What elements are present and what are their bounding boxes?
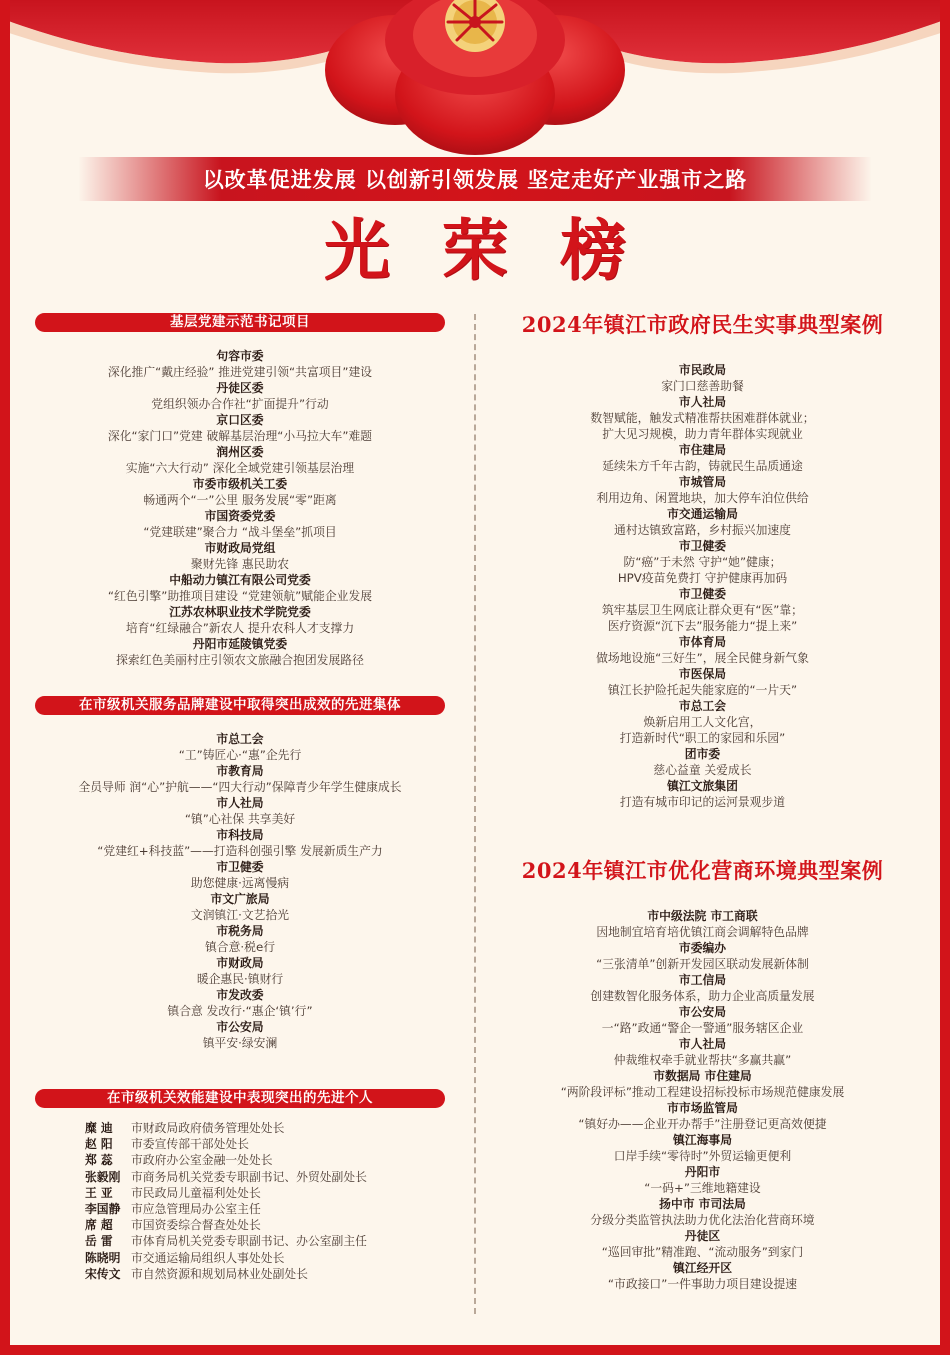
entry-unit: 市公安局 bbox=[216, 1020, 264, 1034]
party-building-list bbox=[35, 348, 445, 668]
advanced-collectives-list bbox=[35, 731, 445, 1051]
person-name: 岳 雷 bbox=[85, 1234, 113, 1249]
entry-description: 家门口慈善助餐 bbox=[661, 379, 744, 393]
entry-unit: 市人社局 bbox=[678, 1037, 727, 1051]
business-environment-cases-list bbox=[490, 908, 915, 1292]
entry-description: “红色引擎”助推项目建设 “党建领航”赋能企业发展 bbox=[107, 589, 373, 603]
entry-description: “市政接口”一件事助力项目建设提速 bbox=[607, 1277, 798, 1291]
person-title: 市商务局机关党委专职副书记、外贸处副处长 bbox=[131, 1169, 367, 1184]
entry-description: 分级分类监管执法助力优化法治化营商环境 bbox=[590, 1213, 815, 1227]
entry-description: 慈心益童 关爱成长 bbox=[653, 763, 752, 777]
right-column bbox=[490, 310, 915, 1292]
entry-unit: 丹阳市 bbox=[684, 1165, 721, 1179]
entry-description: 打造有城市印记的运河景观步道 bbox=[619, 795, 786, 809]
section-heading-party-building: 基层党建示范书记项目 bbox=[35, 313, 445, 332]
entry-unit: 市委市级机关工委 bbox=[192, 477, 288, 491]
entry-unit: 团市委 bbox=[684, 747, 721, 761]
list-item bbox=[85, 1136, 445, 1152]
entry-unit: 镇江文旅集团 bbox=[667, 779, 738, 793]
livelihood-cases-list bbox=[490, 362, 915, 810]
entry-description: 仲裁维权牵手就业帮扶“多赢共赢” bbox=[613, 1053, 792, 1067]
list-item bbox=[85, 1169, 445, 1185]
entry-unit: 中船动力镇江有限公司党委 bbox=[169, 573, 311, 587]
entry-unit: 市民政局 bbox=[678, 363, 727, 377]
person-title: 市财政局政府债务管理处处长 bbox=[131, 1121, 285, 1135]
entry-description: “一码+”三维地籍建设 bbox=[644, 1181, 761, 1195]
entry-description: 创建数智化服务体系，助力企业高质量发展 bbox=[590, 989, 815, 1003]
entry-unit: 市财政局 bbox=[216, 956, 264, 970]
entry-description: 深化推广“戴庄经验” 推进党建引领“共富项目”建设 bbox=[107, 365, 373, 379]
person-title: 市政府办公室金融一处处长 bbox=[131, 1153, 273, 1168]
entry-description: 筑牢基层卫生网底让群众更有“医”靠； bbox=[602, 603, 803, 617]
left-column bbox=[35, 313, 445, 1282]
entry-description: 镇合意 发改行·“惠企‘镇’行” bbox=[167, 1004, 313, 1018]
entry-unit: 市卫健委 bbox=[216, 860, 264, 874]
list-item bbox=[85, 1185, 445, 1201]
section-heading-advanced-collectives: 在市级机关服务品牌建设中取得突出成效的先进集体 bbox=[35, 696, 445, 715]
entry-unit: 市科技局 bbox=[216, 828, 264, 842]
list-item bbox=[85, 1152, 445, 1168]
entry-description: “巡回审批”精准跑、“流动服务”到家门 bbox=[601, 1245, 804, 1259]
entry-unit: 市总工会 bbox=[216, 732, 264, 746]
entry-unit: 市税务局 bbox=[216, 924, 264, 938]
column-divider bbox=[474, 314, 476, 1314]
entry-unit: 市工信局 bbox=[678, 973, 727, 987]
entry-unit: 市城管局 bbox=[678, 475, 727, 489]
entry-description: 扩大见习规模，助力青年群体实现就业 bbox=[602, 427, 803, 441]
person-name: 赵 阳 bbox=[85, 1137, 113, 1152]
entry-unit: 市财政局党组 bbox=[204, 541, 276, 555]
entry-unit: 市文广旅局 bbox=[210, 892, 270, 906]
entry-description: HPV疫苗免费打 守护健康再加码 bbox=[617, 571, 788, 585]
person-name: 郑 蕊 bbox=[85, 1153, 113, 1168]
entry-description: 文润镇江·文艺拾光 bbox=[190, 908, 290, 922]
person-name: 席 超 bbox=[85, 1218, 113, 1233]
entry-unit: 市发改委 bbox=[216, 988, 264, 1002]
entry-unit: 丹徒区 bbox=[684, 1229, 721, 1243]
entry-unit: 句容市委 bbox=[216, 349, 264, 363]
entry-description: 深化“家门口”党建 破解基层治理“小马拉大车”难题 bbox=[107, 429, 373, 443]
entry-unit: 丹阳市延陵镇党委 bbox=[192, 637, 288, 651]
entry-description: 做场地设施“三好生”，展全民健身新气象 bbox=[596, 651, 809, 665]
section-heading-advanced-individuals: 在市级机关效能建设中表现突出的先进个人 bbox=[35, 1089, 445, 1108]
entry-description: 畅通两个“一”公里 服务发展“零”距离 bbox=[143, 493, 337, 507]
entry-description: “党建联建”聚合力 “战斗堡垒”抓项目 bbox=[143, 525, 337, 539]
entry-description: 口岸手续“零待时”外贸运输更便利 bbox=[613, 1149, 792, 1163]
entry-unit: 市医保局 bbox=[678, 667, 727, 681]
page-title: 光荣榜 bbox=[324, 211, 678, 289]
person-title: 市交通运输局组织人事处处长 bbox=[131, 1250, 285, 1265]
entry-unit: 市市场监管局 bbox=[667, 1101, 738, 1115]
entry-description: “镇好办——企业开办帮手”注册登记更高效便捷 bbox=[578, 1117, 827, 1131]
entry-unit: 镇江海事局 bbox=[673, 1133, 732, 1147]
entry-description: 焕新启用工人文化宫， bbox=[643, 715, 762, 729]
person-name: 李国静 bbox=[85, 1202, 121, 1217]
entry-unit: 市卫健委 bbox=[678, 587, 727, 601]
slogan-text: 以改革促进发展 以创新引领发展 坚定走好产业强市之路 bbox=[202, 167, 748, 192]
entry-unit: 市数据局 市住建局 bbox=[653, 1069, 752, 1083]
entry-description: 医疗资源“沉下去”服务能力“提上来” bbox=[607, 619, 798, 633]
entry-unit: 市卫健委 bbox=[678, 539, 727, 553]
entry-description: 暖企惠民·镇财行 bbox=[196, 972, 284, 986]
section-heading-business-environment-cases: 2024年镇江市优化营商环境典型案例 bbox=[521, 858, 884, 883]
entry-description: “党建红+科技蓝”——打造科创强引擎 发展新质生产力 bbox=[97, 844, 383, 858]
slogan-banner bbox=[78, 157, 872, 201]
entry-unit: 市交通运输局 bbox=[667, 507, 738, 521]
person-title: 市应急管理局办公室主任 bbox=[131, 1202, 261, 1217]
person-name: 糜 迪 bbox=[85, 1121, 113, 1135]
person-title: 市委宣传部干部处处长 bbox=[131, 1137, 249, 1152]
entry-description: 通村达镇致富路，乡村振兴加速度 bbox=[614, 523, 791, 537]
entry-description: 党组织领办合作社“扩面提升”行动 bbox=[151, 397, 329, 411]
list-item bbox=[85, 1201, 445, 1217]
entry-description: 打造新时代“职工的家园和乐园” bbox=[619, 731, 786, 745]
entry-unit: 市中级法院 市工商联 bbox=[647, 909, 758, 923]
entry-description: 镇合意·税e行 bbox=[205, 940, 275, 954]
entry-unit: 镇江经开区 bbox=[673, 1261, 732, 1275]
entry-description: “两阶段评标”推动工程建设招标投标市场规范健康发展 bbox=[560, 1085, 845, 1099]
entry-unit: 扬中市 市司法局 bbox=[659, 1197, 746, 1211]
entry-description: 利用边角、闲置地块，加大停车泊位供给 bbox=[596, 491, 809, 505]
entry-unit: 润州区委 bbox=[216, 445, 264, 459]
section-heading-livelihood-cases: 2024年镇江市政府民生实事典型案例 bbox=[521, 312, 884, 337]
list-item bbox=[85, 1266, 445, 1282]
person-title: 市自然资源和规划局林业处副处长 bbox=[131, 1266, 308, 1281]
entry-unit: 市教育局 bbox=[216, 764, 264, 778]
entry-description: 聚财先锋 惠民助农 bbox=[190, 557, 290, 571]
entry-unit: 京口区委 bbox=[216, 413, 264, 427]
entry-description: 探索红色美丽村庄引领农文旅融合抱团发展路径 bbox=[116, 653, 364, 667]
entry-unit: 市住建局 bbox=[678, 443, 727, 457]
list-item bbox=[85, 1217, 445, 1233]
list-item bbox=[85, 1250, 445, 1266]
entry-description: 延续朱方千年古韵，铸就民生品质通途 bbox=[602, 459, 803, 473]
entry-description: 一“路”政通“警企一警通”服务辖区企业 bbox=[601, 1021, 804, 1035]
entry-description: 防“癌”于未然 守护“她”健康； bbox=[623, 555, 782, 569]
entry-description: 助您健康·远离慢病 bbox=[190, 876, 290, 890]
list-item bbox=[85, 1120, 445, 1136]
entry-unit: 市体育局 bbox=[678, 635, 727, 649]
entry-description: “三张清单”创新开发园区联动发展新体制 bbox=[596, 957, 809, 971]
entry-description: 实施“六大行动” 深化全域党建引领基层治理 bbox=[125, 461, 355, 475]
person-name: 张毅刚 bbox=[85, 1169, 121, 1184]
entry-description: 因地制宜培育培优镇江商会调解特色品牌 bbox=[596, 925, 809, 939]
entry-description: 镇江长护险托起失能家庭的“一片天” bbox=[607, 683, 798, 697]
entry-description: 镇平安·绿安澜 bbox=[202, 1036, 278, 1050]
person-name: 宋传文 bbox=[85, 1266, 121, 1281]
person-name: 王 亚 bbox=[85, 1185, 113, 1200]
entry-unit: 丹徒区委 bbox=[216, 381, 264, 395]
person-title: 市民政局儿童福利处处长 bbox=[131, 1185, 261, 1200]
entry-unit: 市公安局 bbox=[678, 1005, 727, 1019]
advanced-individuals-list bbox=[35, 1120, 445, 1282]
person-title: 市国资委综合督查处处长 bbox=[131, 1218, 261, 1233]
entry-description: 全员导师 润“心”护航——“四大行动”保障青少年学生健康成长 bbox=[78, 780, 402, 794]
entry-description: 培育“红绿融合”新农人 提升农科人才支撑力 bbox=[125, 621, 355, 635]
entry-description: “工”铸匠心·“惠”企先行 bbox=[178, 748, 302, 762]
list-item bbox=[85, 1233, 445, 1249]
entry-description: 数智赋能，触发式精准帮扶困难群体就业； bbox=[590, 411, 815, 425]
entry-unit: 市总工会 bbox=[678, 699, 727, 713]
entry-unit: 市人社局 bbox=[216, 796, 264, 810]
entry-description: “镇”心社保 共享美好 bbox=[184, 812, 296, 826]
entry-unit: 市人社局 bbox=[678, 395, 727, 409]
person-name: 陈晓明 bbox=[85, 1250, 121, 1265]
person-title: 市体育局机关党委专职副书记、办公室副主任 bbox=[131, 1234, 367, 1249]
entry-unit: 市委编办 bbox=[678, 941, 727, 955]
entry-unit: 江苏农林职业技术学院党委 bbox=[169, 605, 311, 619]
entry-unit: 市国资委党委 bbox=[204, 509, 276, 523]
